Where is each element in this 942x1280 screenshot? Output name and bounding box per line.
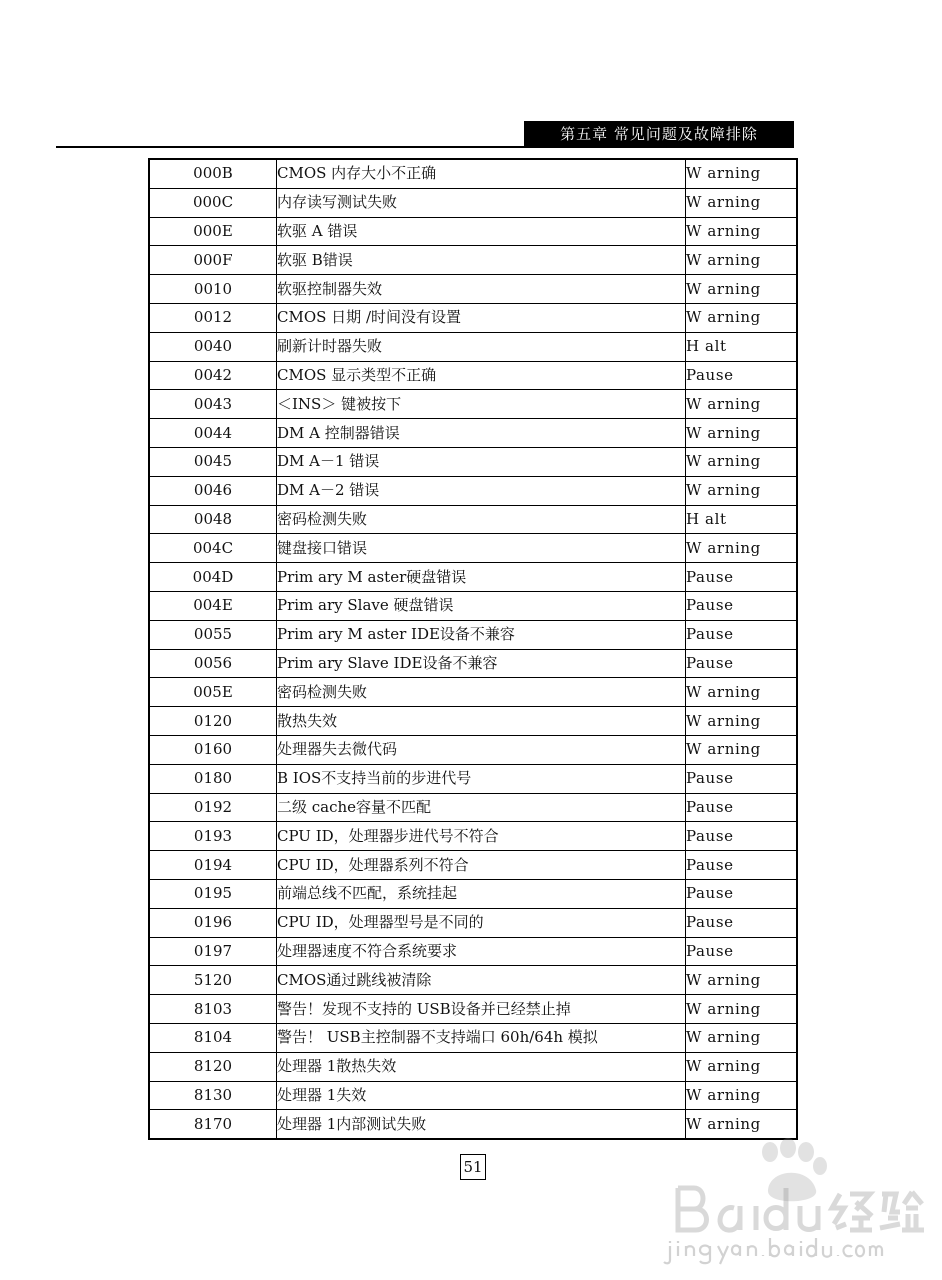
error-code-cell: 0056: [149, 649, 277, 678]
error-code-cell: 0012: [149, 303, 277, 332]
table-row: [149, 822, 797, 851]
error-code-cell: 000E: [149, 217, 277, 246]
description-cell: 处理器 1内部测试失败: [277, 1110, 686, 1139]
table-row: [149, 764, 797, 793]
description-cell: DM A 控制器错误: [277, 419, 686, 448]
error-code-cell: 000F: [149, 246, 277, 275]
error-code-cell: 0195: [149, 879, 277, 908]
error-code-cell: 0044: [149, 419, 277, 448]
error-code-cell: 8120: [149, 1052, 277, 1081]
action-cell: Pause: [686, 793, 798, 822]
table-row: [149, 303, 797, 332]
action-cell: Pause: [686, 851, 798, 880]
table-row: [149, 447, 797, 476]
description-cell: CMOS 内存大小不正确: [277, 159, 686, 188]
description-cell: DM A－1 错误: [277, 447, 686, 476]
action-cell: Pause: [686, 908, 798, 937]
table-row: [149, 332, 797, 361]
table-row: [149, 620, 797, 649]
table-row: [149, 217, 797, 246]
table-row: [149, 1052, 797, 1081]
action-cell: W arning: [686, 1052, 798, 1081]
table-row: [149, 735, 797, 764]
error-code-cell: 8170: [149, 1110, 277, 1139]
action-cell: W arning: [686, 534, 798, 563]
description-cell: 警告！ USB主控制器不支持端口 60h/64h 模拟: [277, 1023, 686, 1052]
error-code-cell: 004D: [149, 563, 277, 592]
table-row: [149, 1110, 797, 1139]
error-code-cell: 0193: [149, 822, 277, 851]
error-code-cell: 005E: [149, 678, 277, 707]
error-code-cell: 0194: [149, 851, 277, 880]
action-cell: Pause: [686, 764, 798, 793]
action-cell: W arning: [686, 995, 798, 1024]
action-cell: H alt: [686, 505, 798, 534]
action-cell: W arning: [686, 159, 798, 188]
action-cell: Pause: [686, 649, 798, 678]
error-code-cell: 004C: [149, 534, 277, 563]
action-cell: Pause: [686, 822, 798, 851]
error-code-cell: 0160: [149, 735, 277, 764]
action-cell: W arning: [686, 678, 798, 707]
table-row: [149, 1023, 797, 1052]
description-cell: 二级 cache容量不匹配: [277, 793, 686, 822]
description-cell: 密码检测失败: [277, 678, 686, 707]
description-cell: 软驱 B错误: [277, 246, 686, 275]
table-row: [149, 793, 797, 822]
description-cell: CPU ID，处理器型号是不同的: [277, 908, 686, 937]
action-cell: W arning: [686, 390, 798, 419]
table-row: [149, 966, 797, 995]
page-number: 51: [460, 1154, 486, 1180]
description-cell: CMOS 显示类型不正确: [277, 361, 686, 390]
table-row: [149, 534, 797, 563]
action-cell: Pause: [686, 620, 798, 649]
table-row: [149, 937, 797, 966]
header-rule: [56, 146, 794, 148]
description-cell: DM A－2 错误: [277, 476, 686, 505]
table-row: [149, 995, 797, 1024]
action-cell: W arning: [686, 303, 798, 332]
table-row: [149, 246, 797, 275]
description-cell: 刷新计时器失败: [277, 332, 686, 361]
error-code-cell: 8104: [149, 1023, 277, 1052]
error-code-cell: 0043: [149, 390, 277, 419]
error-code-table: [148, 158, 798, 1140]
description-cell: 内存读写测试失败: [277, 188, 686, 217]
action-cell: Pause: [686, 361, 798, 390]
action-cell: W arning: [686, 1081, 798, 1110]
description-cell: Prim ary M aster硬盘错误: [277, 563, 686, 592]
error-code-cell: 0180: [149, 764, 277, 793]
action-cell: W arning: [686, 476, 798, 505]
action-cell: Pause: [686, 879, 798, 908]
error-code-cell: 0045: [149, 447, 277, 476]
action-cell: W arning: [686, 419, 798, 448]
action-cell: Pause: [686, 591, 798, 620]
table-row: [149, 419, 797, 448]
table-row: [149, 678, 797, 707]
action-cell: W arning: [686, 188, 798, 217]
table-row: [149, 851, 797, 880]
description-cell: Prim ary Slave IDE设备不兼容: [277, 649, 686, 678]
description-cell: 键盘接口错误: [277, 534, 686, 563]
table-row: [149, 649, 797, 678]
action-cell: Pause: [686, 937, 798, 966]
action-cell: W arning: [686, 246, 798, 275]
table-row: [149, 563, 797, 592]
error-code-cell: 0196: [149, 908, 277, 937]
error-code-cell: 0055: [149, 620, 277, 649]
error-code-cell: 000C: [149, 188, 277, 217]
error-code-cell: 000B: [149, 159, 277, 188]
table-row: [149, 879, 797, 908]
description-cell: 处理器速度不符合系统要求: [277, 937, 686, 966]
error-code-cell: 0046: [149, 476, 277, 505]
error-code-cell: 5120: [149, 966, 277, 995]
description-cell: 处理器 1散热失效: [277, 1052, 686, 1081]
error-code-cell: 004E: [149, 591, 277, 620]
description-cell: 软驱控制器失效: [277, 275, 686, 304]
table-row: [149, 1081, 797, 1110]
description-cell: Prim ary M aster IDE设备不兼容: [277, 620, 686, 649]
action-cell: W arning: [686, 1023, 798, 1052]
description-cell: 警告！发现不支持的 USB设备并已经禁止掉: [277, 995, 686, 1024]
description-cell: ＜INS＞ 键被按下: [277, 390, 686, 419]
description-cell: 前端总线不匹配，系统挂起: [277, 879, 686, 908]
action-cell: H alt: [686, 332, 798, 361]
description-cell: CMOS 日期 /时间没有设置: [277, 303, 686, 332]
action-cell: Pause: [686, 563, 798, 592]
action-cell: W arning: [686, 966, 798, 995]
action-cell: W arning: [686, 1110, 798, 1139]
table-row: [149, 390, 797, 419]
description-cell: Prim ary Slave 硬盘错误: [277, 591, 686, 620]
table-row: [149, 361, 797, 390]
description-cell: 软驱 A 错误: [277, 217, 686, 246]
error-code-cell: 0197: [149, 937, 277, 966]
error-code-cell: 0192: [149, 793, 277, 822]
error-code-cell: 8103: [149, 995, 277, 1024]
description-cell: 密码检测失败: [277, 505, 686, 534]
table-row: [149, 159, 797, 188]
description-cell: CPU ID，处理器步进代号不符合: [277, 822, 686, 851]
table-row: [149, 275, 797, 304]
description-cell: CPU ID，处理器系列不符合: [277, 851, 686, 880]
description-cell: B IOS不支持当前的步进代号: [277, 764, 686, 793]
action-cell: W arning: [686, 447, 798, 476]
error-code-cell: 0010: [149, 275, 277, 304]
action-cell: W arning: [686, 735, 798, 764]
error-code-cell: 0040: [149, 332, 277, 361]
error-code-cell: 0120: [149, 707, 277, 736]
action-cell: W arning: [686, 707, 798, 736]
description-cell: CMOS通过跳线被清除: [277, 966, 686, 995]
baidu-watermark-logo: [660, 1138, 930, 1268]
description-cell: 处理器失去微代码: [277, 735, 686, 764]
action-cell: W arning: [686, 217, 798, 246]
error-code-cell: 8130: [149, 1081, 277, 1110]
table-row: [149, 908, 797, 937]
table-row: [149, 476, 797, 505]
description-cell: 处理器 1失效: [277, 1081, 686, 1110]
table-row: [149, 188, 797, 217]
table-row: [149, 591, 797, 620]
table-row: [149, 505, 797, 534]
error-code-cell: 0048: [149, 505, 277, 534]
chapter-title: 第五章 常见问题及故障排除: [524, 121, 794, 148]
action-cell: W arning: [686, 275, 798, 304]
description-cell: 散热失效: [277, 707, 686, 736]
error-code-cell: 0042: [149, 361, 277, 390]
table-row: [149, 707, 797, 736]
